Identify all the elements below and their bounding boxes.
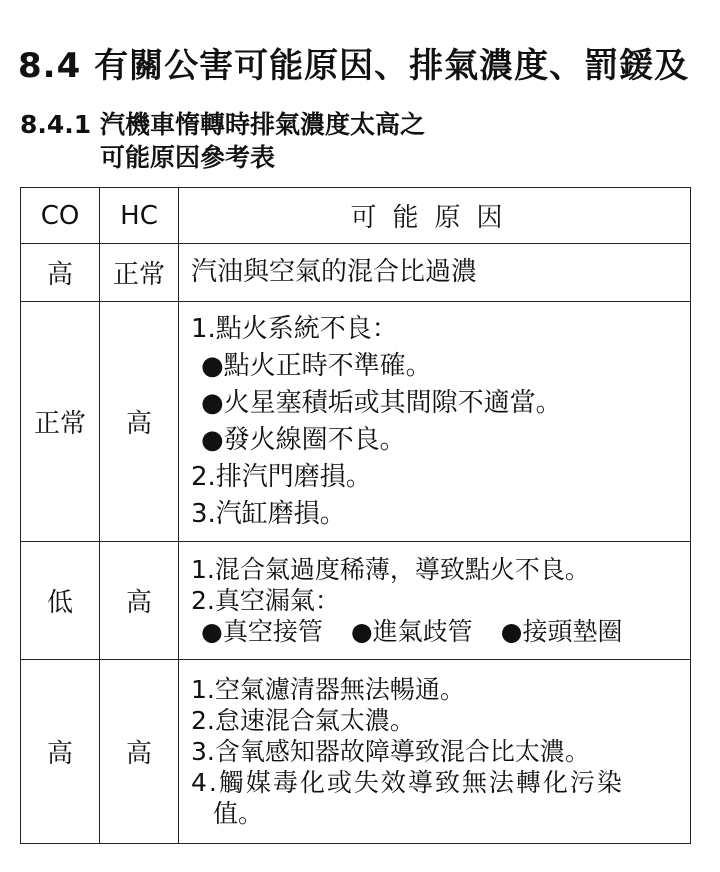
co-value: 高 [21,660,100,844]
cause-line: 1.空氣濾清器無法暢通。 [191,675,465,704]
cause-reference-table [20,187,691,844]
cause-bullet: ●發火線圈不良。 [201,424,406,455]
hc-value: 高 [100,660,179,844]
cause-bullet: ●真空接管 [201,617,323,646]
table-row [21,660,691,844]
cause-bullet: ●進氣歧管 [350,617,473,646]
cause-line: 4.觸媒毒化或失效導致無法轉化污染 [191,768,624,797]
cause-line: 1.點火系統不良： [191,313,398,344]
header-co: CO [21,188,100,244]
cause-line-continued: 值。 [213,799,264,828]
cause-line: 2.怠速混合氣太濃。 [191,706,415,735]
subsection-title-line1: 汽機車惰轉時排氣濃度太高之 [100,110,426,139]
subsection-title-line2: 可能原因參考表 [100,143,276,172]
cause-line: 3.汽缸磨損。 [191,498,346,529]
subsection-number: 8.4.1 [20,110,92,139]
cause-line: 1.混合氣過度稀薄，導致點火不良。 [191,555,590,584]
cause-line: 2.排汽門磨損。 [191,461,372,492]
co-value: 低 [21,542,100,660]
table-row [21,542,691,660]
table-row [21,302,691,542]
cause-cell [179,660,691,844]
co-value: 高 [21,244,100,302]
header-cause: 可能原因 [179,188,691,244]
cause-cell [179,302,691,542]
table-header-row [21,188,691,244]
co-value: 正常 [21,302,100,542]
cause-line: 2.真空漏氣： [191,586,340,615]
hc-value: 高 [100,542,179,660]
cause-bullet: ●點火正時不準確。 [201,350,432,381]
cause-line: 3.含氧感知器故障導致混合比太濃。 [191,737,590,766]
cause-cell [179,244,691,302]
cause-cell [179,542,691,660]
subsection-heading [20,108,425,174]
cause-bullet: ●火星塞積垢或其間隙不適當。 [201,387,562,418]
table-row [21,244,691,302]
header-hc: HC [100,188,179,244]
cause-bullet-row [191,616,684,647]
hc-value: 正常 [100,244,179,302]
hc-value: 高 [100,302,179,542]
cause-line: 汽油與空氣的混合比過濃 [191,257,478,287]
section-title: 8.4 有關公害可能原因、排氣濃度、罰鍰及 [18,46,690,86]
cause-bullet: ●接頭墊圈 [500,617,623,646]
